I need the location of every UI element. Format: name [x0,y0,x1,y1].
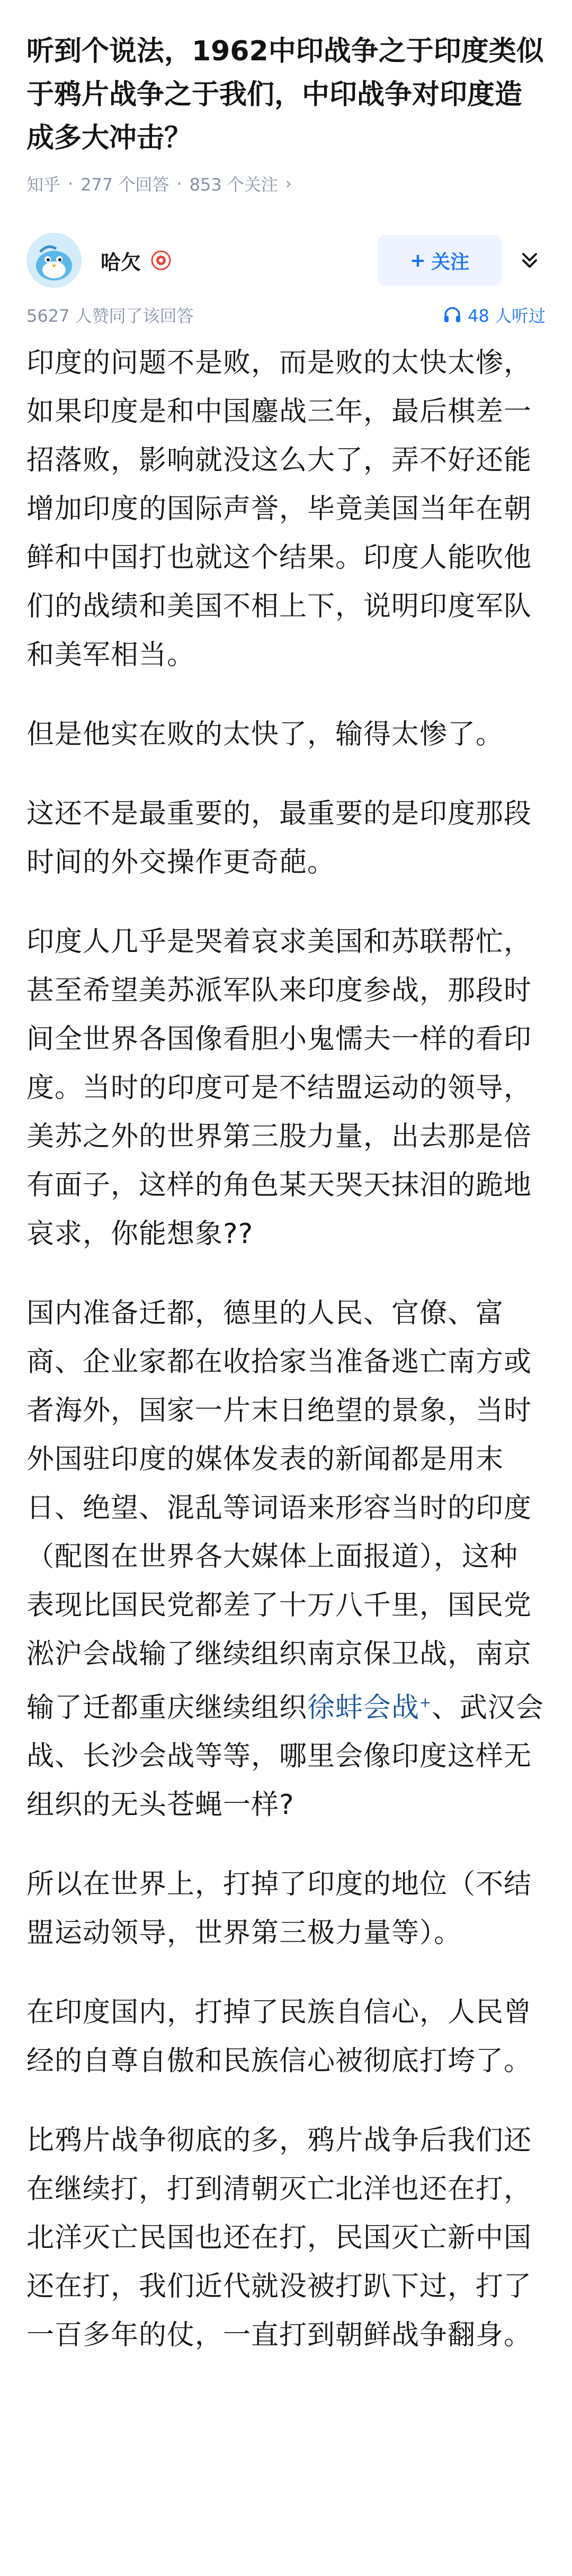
meta-separator: · [176,174,182,194]
listen-button[interactable] [442,303,546,327]
paragraph-text: 、武汉会战、长沙会战等等，哪里会像印度这样无组织的无头苍蝇一样? [26,1692,544,1821]
paragraph: 印度人几乎是哭着哀求美国和苏联帮忙，甚至希望美苏派军队来印度参战，那段时间全世界各国像看胆小鬼懦夫一样的看印度。当时的印度可是不结盟运动的领导，美苏之外的世界第三股力量，出去那是倍有面子，这样的角色某天哭天抹泪的跪地哀求，你能想象?? [26,926,532,1250]
more-button[interactable] [514,244,546,276]
paragraph [26,1289,546,1829]
vote-row [0,303,572,327]
vote-count: 5627 人赞同了该回答 [26,306,194,326]
link-plus-icon[interactable]: + [419,1695,432,1711]
author-row [0,229,572,292]
paragraph: 但是他实在败的太快了，输得太惨了。 [26,719,504,750]
follow-label: 关注 [431,251,470,273]
badge-icon [150,250,172,271]
paragraph: 所以在世界上，打掉了印度的地位（不结盟运动领导，世界第三极力量等）。 [26,1868,532,1949]
chevron-right-icon[interactable]: › [285,174,292,193]
paragraph-text: 国内准备迁都，德里的人民、官僚、富商、企业家都在收拾家当准备逃亡南方或者海外，国家一片末日绝望的景象，当时外国驻印度的媒体发表的新闻都是用末日、绝望、混乱等词语来形容当时的印度（配图在世界各大媒体上面报道），这种表现比国民党都差了十万八千里，国民党淞沪会战输了继续组织南京保卫战，南京输了迁都重庆继续组织 [26,1298,532,1724]
source-label: 知乎 [26,175,61,195]
meta-separator: · [68,174,74,194]
chevron-double-down-icon [518,249,541,272]
author-name[interactable]: 哈欠 [101,250,141,274]
paragraph: 比鸦片战争彻底的多，鸦片战争后我们还在继续打，打到清朝灭亡北洋也还在打，北洋灭亡民国也还在打，民国灭亡新中国还在打，我们近代就没被打趴下过，打了一百多年的仗，一直打到朝鲜战争翻身。 [26,2125,532,2352]
wiki-link[interactable]: 徐蚌会战 [307,1692,420,1724]
plus-icon: + [409,249,426,271]
paragraph: 印度的问题不是败，而是败的太快太惨，如果印度是和中国鏖战三年，最后棋差一招落败，影响就没这么大了，弄不好还能增加印度的国际声誉，毕竟美国当年在朝鲜和中国打也就这个结果。印度人能吹他们的战绩和美国不相上下，说明印度军队和美军相当。 [26,347,532,671]
question-header [0,0,572,196]
answer-count[interactable]: 277 个回答 [81,175,169,195]
follower-count: 853 个关注 [189,175,278,195]
paragraph: 在印度国内，打掉了民族自信心，人民曾经的自尊自傲和民族信心被彻底打垮了。 [26,1997,532,2078]
avatar[interactable] [26,233,82,288]
answer-content [0,339,572,2360]
follow-button[interactable] [378,235,501,286]
headphones-icon [442,305,462,325]
paragraph: 这还不是最重要的，最重要的是印度那段时间的外交操作更奇葩。 [26,798,532,878]
question-meta [26,171,546,196]
question-title[interactable]: 听到个说法，1962中印战争之于印度类似于鸦片战争之于我们，中印战争对印度造成多大冲击？ [26,35,544,154]
listen-count: 48 人听过 [468,306,546,326]
bird-avatar-icon [26,233,82,288]
